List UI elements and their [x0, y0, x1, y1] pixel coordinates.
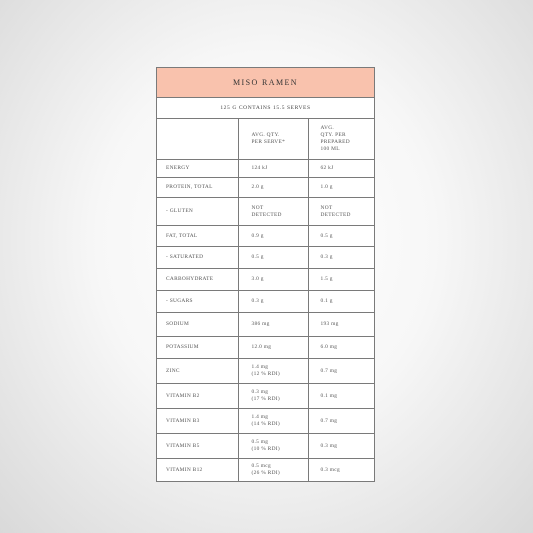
nutrient-label: VITAMIN B2 [157, 384, 238, 409]
header-row [157, 119, 374, 160]
nutrient-label: SODIUM [157, 313, 238, 337]
per-serve-value: 2.0 g [238, 178, 308, 198]
nutrient-row [157, 459, 374, 482]
nutrient-row [157, 313, 374, 337]
nutrient-label: - GLUTEN [157, 198, 238, 226]
per-serve-value: 0.3 mg (17 % RDI) [238, 384, 308, 409]
header-empty-cell [157, 119, 238, 160]
header-per-100ml: AVG. QTY. PER PREPARED 100 ML [308, 119, 374, 160]
nutrient-row [157, 198, 374, 226]
nutrient-row [157, 384, 374, 409]
per-serve-value: 0.5 g [238, 247, 308, 269]
nutrient-row [157, 337, 374, 359]
per-serve-value: 0.9 g [238, 226, 308, 247]
per-serve-value: 12.0 mg [238, 337, 308, 359]
nutrition-table [157, 119, 374, 481]
per-100ml-value: NOT DETECTED [308, 198, 374, 226]
nutrient-label: ENERGY [157, 160, 238, 178]
nutrient-row [157, 434, 374, 459]
nutrient-label: VITAMIN B12 [157, 459, 238, 482]
serving-info: 125 G CONTAINS 15.5 SERVES [157, 98, 374, 119]
per-serve-value: 0.3 g [238, 291, 308, 313]
header-per-serve: AVG. QTY. PER SERVE* [238, 119, 308, 160]
nutrient-label: VITAMIN B3 [157, 409, 238, 434]
per-serve-value: 386 mg [238, 313, 308, 337]
per-100ml-value: 0.3 mg [308, 434, 374, 459]
nutrient-label: CARBOHYDRATE [157, 269, 238, 291]
per-100ml-value: 0.5 g [308, 226, 374, 247]
per-serve-value: NOT DETECTED [238, 198, 308, 226]
nutrient-row [157, 269, 374, 291]
nutrition-panel [156, 67, 375, 482]
nutrient-row [157, 291, 374, 313]
per-100ml-value: 0.1 g [308, 291, 374, 313]
per-serve-value: 1.4 mg (14 % RDI) [238, 409, 308, 434]
nutrient-label: ZINC [157, 359, 238, 384]
per-100ml-value: 6.0 mg [308, 337, 374, 359]
per-100ml-value: 0.7 mg [308, 409, 374, 434]
per-100ml-value: 1.0 g [308, 178, 374, 198]
per-100ml-value: 193 mg [308, 313, 374, 337]
per-100ml-value: 0.3 mcg [320, 466, 340, 473]
per-serve-value: 0.5 mcg (26 % RDI) [238, 459, 308, 482]
nutrient-label: - SATURATED [157, 247, 238, 269]
nutrient-label: PROTEIN, TOTAL [157, 178, 238, 198]
product-title: MISO RAMEN [157, 68, 374, 98]
nutrient-label: POTASSIUM [157, 337, 238, 359]
nutrient-row [157, 247, 374, 269]
per-serve-value: 124 kJ [238, 160, 308, 178]
per-100ml-value: 0.7 mg [308, 359, 374, 384]
per-100ml-value: 0.1 mg [308, 384, 374, 409]
nutrient-row [157, 409, 374, 434]
per-100ml-value: 0.3 g [308, 247, 374, 269]
per-100ml-value: 1.5 g [308, 269, 374, 291]
per-serve-value: 3.0 g [238, 269, 308, 291]
nutrient-row [157, 226, 374, 247]
nutrient-row [157, 178, 374, 198]
nutrient-label: FAT, TOTAL [157, 226, 238, 247]
per-serve-value: 0.5 mg (10 % RDI) [238, 434, 308, 459]
nutrient-label: - SUGARS [157, 291, 238, 313]
nutrient-row [157, 160, 374, 178]
per-serve-value: 1.4 mg (12 % RDI) [238, 359, 308, 384]
nutrient-label: VITAMIN B5 [157, 434, 238, 459]
nutrient-row [157, 359, 374, 384]
per-100ml-value: 62 kJ [308, 160, 374, 178]
